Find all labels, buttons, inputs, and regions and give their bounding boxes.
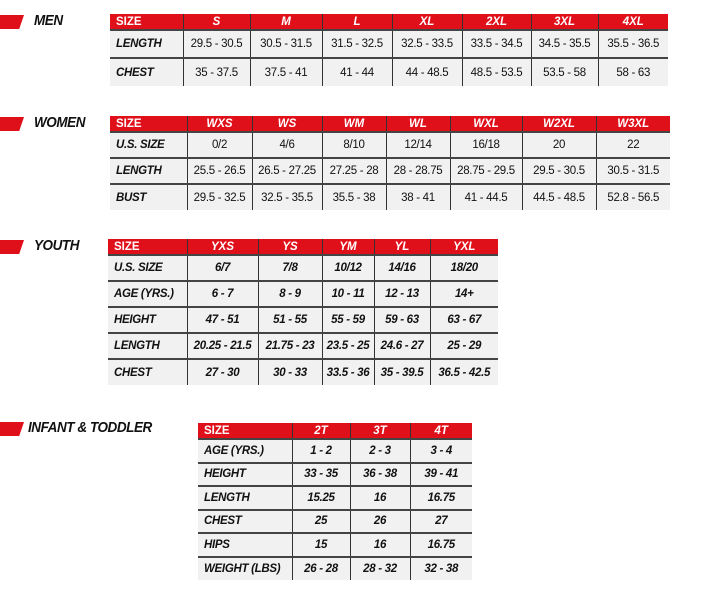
size-column-header: W2XL [522,116,596,132]
size-column-header: WM [322,116,386,132]
table-row [108,333,498,359]
table-row [110,30,668,58]
table-cell: 22 [596,132,670,158]
row-label: CHEST [198,510,292,534]
table-cell: 30.5 - 31.5 [250,30,322,58]
section-marker-icon [0,422,24,436]
table-cell: 53.5 - 58 [531,58,598,86]
table-row [198,463,472,487]
row-label: CHEST [110,58,183,86]
row-label: LENGTH [198,486,292,510]
table-cell: 33.5 - 34.5 [462,30,531,58]
section-marker-icon [0,15,24,29]
size-column-header: WL [386,116,450,132]
table-cell: 3 - 4 [410,439,472,463]
table-cell: 30.5 - 31.5 [596,158,670,184]
table-cell: 35.5 - 38 [322,184,386,210]
size-column-header: YL [374,239,430,255]
table-cell: 16.75 [410,486,472,510]
table-cell: 0/2 [187,132,252,158]
row-label: HIPS [198,533,292,557]
size-column-header: 4XL [598,14,668,30]
table-cell: 38 - 41 [386,184,450,210]
table-cell: 8 - 9 [258,281,322,307]
size-column-header: WXS [187,116,252,132]
header-row [110,116,670,132]
size-column-header: XL [392,14,462,30]
size-header: SIZE [108,239,187,255]
table-cell: 51 - 55 [258,307,322,333]
men-size-table [110,14,668,86]
table-row [198,557,472,581]
youth-size-table [108,239,498,385]
size-column-header: YXL [430,239,498,255]
table-cell: 26 [350,510,410,534]
table-cell: 59 - 63 [374,307,430,333]
table-row [198,486,472,510]
table-cell: 35 - 37.5 [183,58,250,86]
table-cell: 21.75 - 23 [258,333,322,359]
table-cell: 1 - 2 [292,439,350,463]
table-cell: 23.5 - 25 [322,333,374,359]
table-cell: 16 [350,486,410,510]
table-cell: 14/16 [374,255,430,281]
table-cell: 52.8 - 56.5 [596,184,670,210]
table-cell: 12 - 13 [374,281,430,307]
table-cell: 30 - 33 [258,359,322,385]
row-label: HEIGHT [198,463,292,487]
size-header: SIZE [110,116,187,132]
table-cell: 36 - 38 [350,463,410,487]
table-cell: 26 - 28 [292,557,350,581]
table-cell: 25 - 29 [430,333,498,359]
size-header: SIZE [110,14,183,30]
table-cell: 16.75 [410,533,472,557]
size-column-header: S [183,14,250,30]
table-cell: 10 - 11 [322,281,374,307]
table-cell: 27 - 30 [187,359,258,385]
table-cell: 34.5 - 35.5 [531,30,598,58]
table-cell: 29.5 - 30.5 [183,30,250,58]
table-cell: 32.5 - 35.5 [252,184,322,210]
table-cell: 26.5 - 27.25 [252,158,322,184]
table-row [198,533,472,557]
table-cell: 10/12 [322,255,374,281]
table-cell: 8/10 [322,132,386,158]
table-cell: 12/14 [386,132,450,158]
size-column-header: 3XL [531,14,598,30]
table-row [110,158,670,184]
table-cell: 16 [350,533,410,557]
table-cell: 18/20 [430,255,498,281]
size-header: SIZE [198,423,292,439]
table-cell: 15 [292,533,350,557]
section-title-youth: YOUTH [34,237,79,254]
table-cell: 35.5 - 36.5 [598,30,668,58]
table-cell: 16/18 [450,132,522,158]
row-label: LENGTH [110,30,183,58]
women-size-table [110,116,670,210]
table-cell: 47 - 51 [187,307,258,333]
table-cell: 28.75 - 29.5 [450,158,522,184]
row-label: U.S. SIZE [108,255,187,281]
section-title-men: MEN [34,12,63,29]
infant-toddler-size-table [198,423,472,580]
row-label: U.S. SIZE [110,132,187,158]
size-column-header: YS [258,239,322,255]
table-cell: 58 - 63 [598,58,668,86]
size-column-header: 2XL [462,14,531,30]
section-marker-icon [0,117,24,131]
table-cell: 20 [522,132,596,158]
table-cell: 32 - 38 [410,557,472,581]
table-cell: 29.5 - 32.5 [187,184,252,210]
row-label: LENGTH [108,333,187,359]
size-column-header: WS [252,116,322,132]
section-marker-icon [0,240,24,254]
table-cell: 29.5 - 30.5 [522,158,596,184]
table-cell: 44.5 - 48.5 [522,184,596,210]
size-column-header: YM [322,239,374,255]
row-label: LENGTH [110,158,187,184]
row-label: WEIGHT (LBS) [198,557,292,581]
size-column-header: 2T [292,423,350,439]
size-column-header: W3XL [596,116,670,132]
table-row [110,132,670,158]
size-column-header: L [322,14,392,30]
table-cell: 27 [410,510,472,534]
table-cell: 7/8 [258,255,322,281]
table-row [198,510,472,534]
table-cell: 25 [292,510,350,534]
table-cell: 6 - 7 [187,281,258,307]
size-column-header: M [250,14,322,30]
table-cell: 27.25 - 28 [322,158,386,184]
header-row [110,14,668,30]
table-cell: 31.5 - 32.5 [322,30,392,58]
table-cell: 44 - 48.5 [392,58,462,86]
table-cell: 39 - 41 [410,463,472,487]
table-row [108,359,498,385]
table-cell: 48.5 - 53.5 [462,58,531,86]
row-label: BUST [110,184,187,210]
row-label: CHEST [108,359,187,385]
table-cell: 14+ [430,281,498,307]
table-cell: 33 - 35 [292,463,350,487]
row-label: HEIGHT [108,307,187,333]
table-cell: 28 - 32 [350,557,410,581]
table-cell: 63 - 67 [430,307,498,333]
table-cell: 41 - 44 [322,58,392,86]
table-row [198,439,472,463]
table-cell: 20.25 - 21.5 [187,333,258,359]
table-row [110,184,670,210]
size-column-header: YXS [187,239,258,255]
table-cell: 6/7 [187,255,258,281]
table-cell: 4/6 [252,132,322,158]
table-cell: 15.25 [292,486,350,510]
row-label: AGE (YRS.) [198,439,292,463]
table-row [108,307,498,333]
table-cell: 41 - 44.5 [450,184,522,210]
size-column-header: 3T [350,423,410,439]
header-row [198,423,472,439]
header-row [108,239,498,255]
table-cell: 37.5 - 41 [250,58,322,86]
table-cell: 24.6 - 27 [374,333,430,359]
table-cell: 35 - 39.5 [374,359,430,385]
table-cell: 36.5 - 42.5 [430,359,498,385]
table-cell: 2 - 3 [350,439,410,463]
size-column-header: WXL [450,116,522,132]
table-cell: 32.5 - 33.5 [392,30,462,58]
table-cell: 55 - 59 [322,307,374,333]
size-column-header: 4T [410,423,472,439]
section-title-women: WOMEN [34,114,86,131]
table-cell: 33.5 - 36 [322,359,374,385]
row-label: AGE (YRS.) [108,281,187,307]
table-row [108,255,498,281]
table-row [110,58,668,86]
table-cell: 25.5 - 26.5 [187,158,252,184]
table-cell: 28 - 28.75 [386,158,450,184]
section-title-infant-toddler: INFANT & TODDLER [28,419,152,436]
table-row [108,281,498,307]
